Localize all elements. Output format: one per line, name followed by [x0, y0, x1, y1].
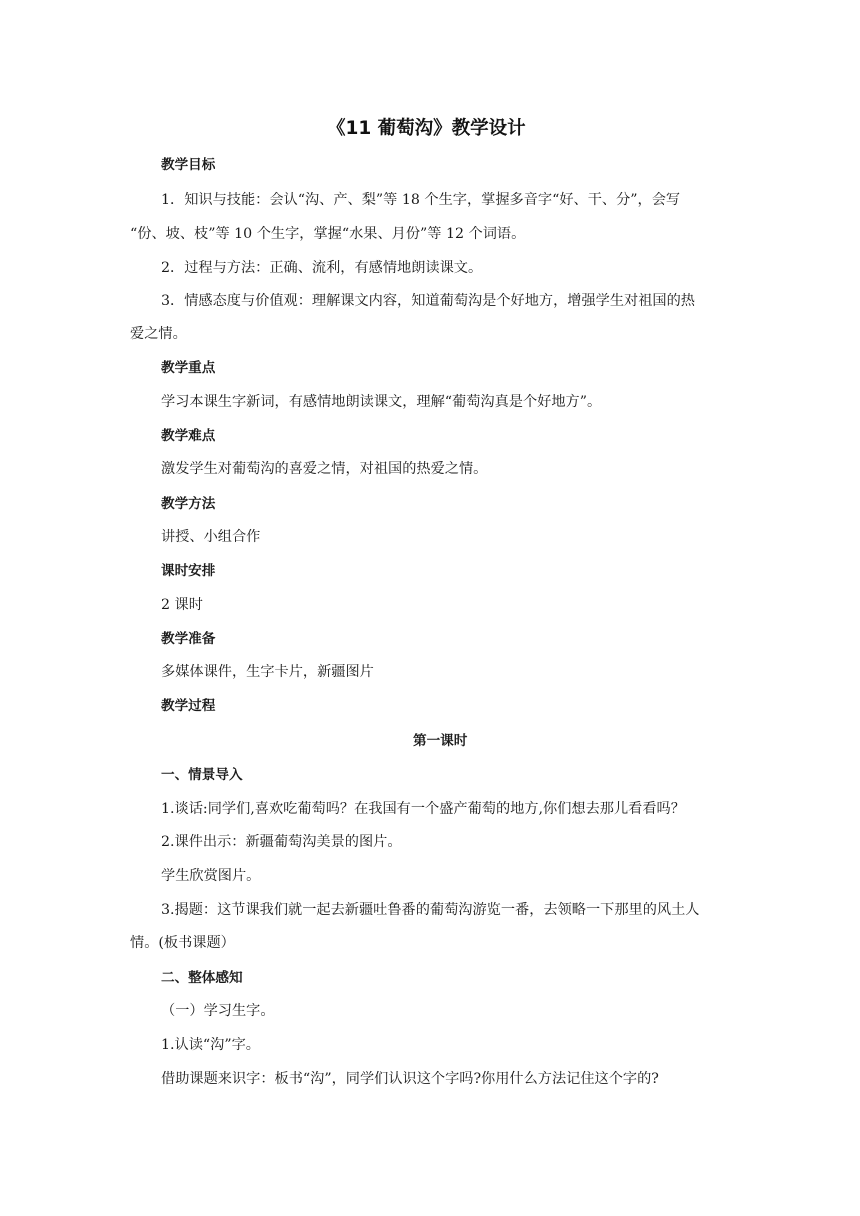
objectives-item-3-line-2: 爱之情。	[130, 326, 187, 342]
preparation-text: 多媒体课件，生字卡片，新疆图片	[161, 664, 374, 680]
section-1-paragraph-1: 1.谈话:同学们,喜欢吃葡萄吗？在我国有一个盛产葡萄的地方,你们想去那儿看看吗？	[161, 801, 685, 817]
section-1-paragraph-2: 2.课件出示：新疆葡萄沟美景的图片。	[161, 834, 402, 850]
document-title: 《11 葡萄沟》教学设计	[327, 118, 526, 139]
schedule-heading: 课时安排	[161, 563, 216, 579]
objectives-item-3-line-1: 3．情感态度与价值观：理解课文内容，知道葡萄沟是个好地方，增强学生对祖国的热	[161, 293, 695, 309]
difficulties-heading: 教学难点	[161, 428, 216, 444]
objectives-heading: 教学目标	[161, 157, 216, 173]
difficulties-text: 激发学生对葡萄沟的喜爱之情，对祖国的热爱之情。	[161, 461, 488, 477]
lesson-1-title: 第一课时	[413, 733, 468, 749]
preparation-heading: 教学准备	[161, 631, 216, 647]
process-heading: 教学过程	[161, 698, 216, 714]
section-1-paragraph-4-line-2: 情。(板书课题）	[130, 935, 235, 951]
methods-text: 讲授、小组合作	[161, 529, 261, 545]
section-2-heading: 二、整体感知	[161, 970, 243, 986]
key-points-text: 学习本课生字新词，有感情地朗读课文，理解“葡萄沟真是个好地方”。	[161, 394, 602, 410]
methods-heading: 教学方法	[161, 496, 216, 512]
objectives-item-1-line-1: 1．知识与技能：会认“沟、产、梨”等 18 个生字，掌握多音字“好、干、分”，会写	[161, 192, 681, 208]
section-1-heading: 一、情景导入	[161, 767, 243, 783]
section-1-paragraph-4-line-1: 3.揭题：这节课我们就一起去新疆吐鲁番的葡萄沟游览一番，去领略一下那里的风土人	[161, 902, 700, 918]
key-points-heading: 教学重点	[161, 360, 216, 376]
objectives-item-2: 2．过程与方法：正确、流利，有感情地朗读课文。	[161, 260, 483, 276]
section-2-paragraph-1: 1.认读“沟”字。	[161, 1037, 260, 1053]
section-2-subheading-1: （一）学习生字。	[161, 1003, 275, 1019]
section-2-paragraph-2: 借助课题来识字：板书“沟”，同学们认识这个字吗?你用什么方法记住这个字的?	[161, 1071, 659, 1087]
schedule-text: 2 课时	[161, 597, 203, 613]
objectives-item-1-line-2: “份、坡、枝”等 10 个生字，掌握“水果、月份”等 12 个词语。	[130, 226, 526, 242]
section-1-paragraph-3: 学生欣赏图片。	[161, 868, 261, 884]
